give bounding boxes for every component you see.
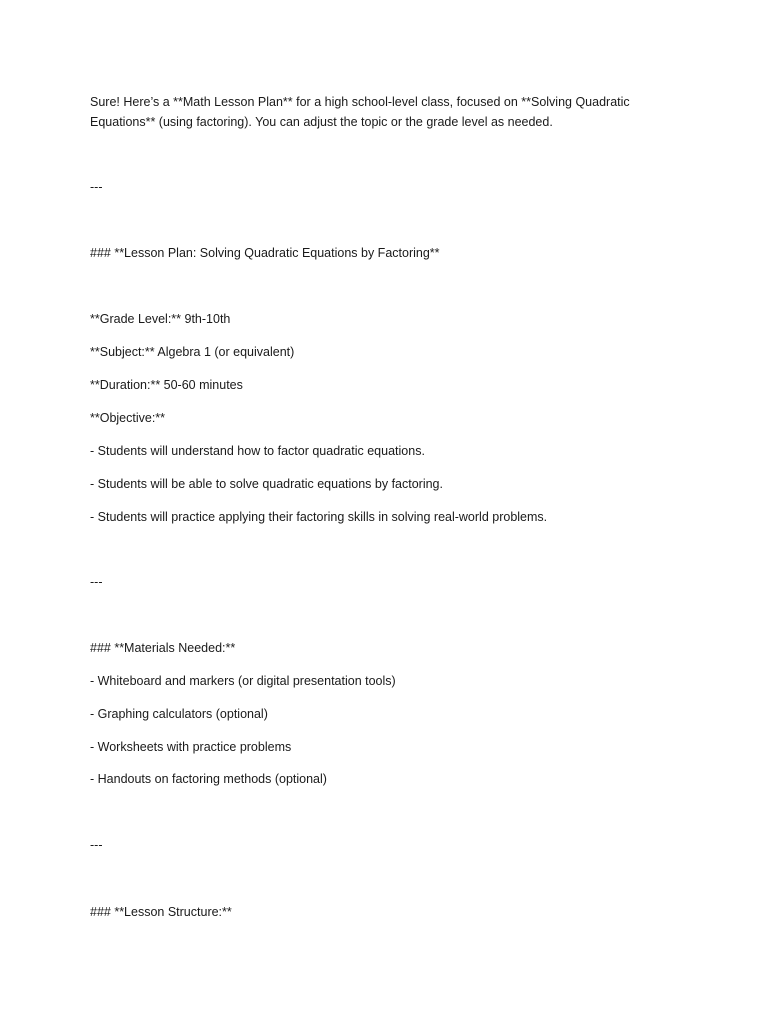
objective-item-3: - Students will practice applying their factoring skills in solving real-world problems. <box>90 510 548 524</box>
objective-item-1: - Students will understand how to factor quadratic equations. <box>90 444 425 458</box>
material-item-3: - Worksheets with practice problems <box>90 740 292 754</box>
grade-level-text: **Grade Level:** 9th-10th <box>90 312 231 326</box>
subject-text: **Subject:** Algebra 1 (or equivalent) <box>90 345 295 359</box>
divider: --- <box>90 838 103 852</box>
lesson-title-heading: ### **Lesson Plan: Solving Quadratic Equations by Factoring** <box>90 246 440 260</box>
lesson-structure-heading: ### **Lesson Structure:** <box>90 905 232 919</box>
divider: --- <box>90 575 103 589</box>
materials-heading: ### **Materials Needed:** <box>90 641 236 655</box>
objective-item-2: - Students will be able to solve quadratic equations by factoring. <box>90 477 443 491</box>
material-item-1: - Whiteboard and markers (or digital presentation tools) <box>90 674 396 688</box>
material-item-2: - Graphing calculators (optional) <box>90 707 268 721</box>
intro-text-line-2: Equations** (using factoring). You can adjust the topic or the grade level as needed. <box>90 115 553 129</box>
material-item-4: - Handouts on factoring methods (optional) <box>90 772 327 786</box>
objective-heading: **Objective:** <box>90 411 166 425</box>
duration-text: **Duration:** 50-60 minutes <box>90 378 243 392</box>
divider: --- <box>90 180 103 194</box>
intro-text-line-1: Sure! Here’s a **Math Lesson Plan** for a high school-level class, focused on **Solving Quadratic <box>90 95 630 109</box>
